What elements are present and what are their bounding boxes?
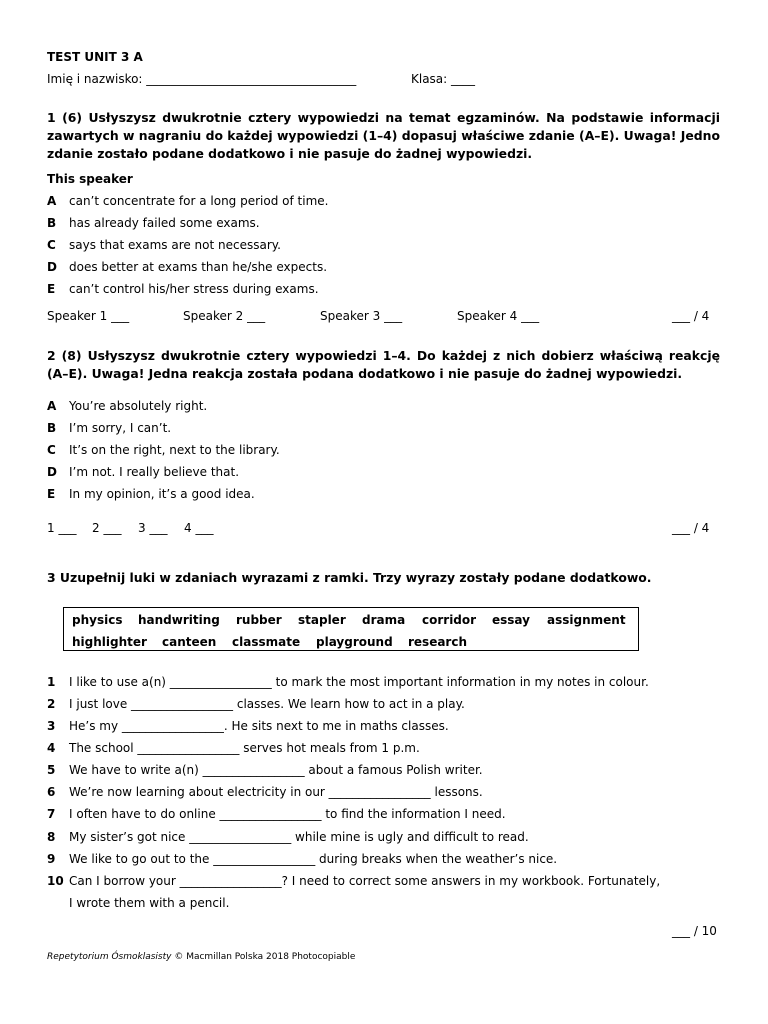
task3-score: ___ / 10 <box>672 924 717 938</box>
word-box-item: classmate <box>232 635 301 649</box>
task2-option-text: In my opinion, it’s a good idea. <box>69 487 255 501</box>
class-field[interactable]: Klasa: ____ <box>411 72 476 86</box>
task1-option-letter: C <box>47 238 56 252</box>
word-box-item: highlighter <box>72 635 147 649</box>
sentence-continuation: I wrote them with a pencil. <box>69 896 230 910</box>
task1-lead: This speaker <box>47 172 133 186</box>
task2-option-letter: C <box>47 443 56 457</box>
sentence-number: 5 <box>47 763 56 777</box>
task2-instruction: 2 (8) Usłyszysz dwukrotnie cztery wypowiedzi 1–4. Do każdej z nich dobierz właściwą reakcję (A–E). Uwaga! Jedna reakcja została podana dodatkowo i nie pasuje do żadnej wypowiedzi. <box>47 348 720 381</box>
word-box-item: drama <box>362 613 406 627</box>
sentence-text[interactable]: We’re now learning about electricity in our _________________ lessons. <box>69 785 483 799</box>
sentence-number: 6 <box>47 785 56 799</box>
sentence-number: 3 <box>47 719 56 733</box>
task2-option-text: It’s on the right, next to the library. <box>69 443 280 457</box>
sentence-text[interactable]: He’s my _________________. He sits next to me in maths classes. <box>69 719 449 733</box>
word-box-item: corridor <box>422 613 477 627</box>
sentence-text[interactable]: We like to go out to the _________________ during breaks when the weather’s nice. <box>69 852 558 866</box>
task1-option-text: can’t concentrate for a long period of time. <box>69 194 329 208</box>
task1-option-letter: A <box>47 194 57 208</box>
sentence-number: 1 <box>47 675 56 689</box>
sentence-number: 8 <box>47 830 56 844</box>
footer-book-title: Repetytorium Ósmoklasisty <box>47 952 172 962</box>
answer-4[interactable]: 4 ___ <box>184 521 214 535</box>
sentence-number: 7 <box>47 807 56 821</box>
word-box-item: playground <box>316 635 393 649</box>
word-box-item: stapler <box>298 613 346 627</box>
answer-3[interactable]: 3 ___ <box>138 521 168 535</box>
task1-option-letter: E <box>47 282 56 296</box>
task2-option-letter: D <box>47 465 57 479</box>
name-field[interactable]: Imię i nazwisko: ___________________________________ <box>47 72 357 86</box>
sentence-text[interactable]: We have to write a(n) _________________ about a famous Polish writer. <box>69 763 483 777</box>
answer-2[interactable]: 2 ___ <box>92 521 122 535</box>
sentence-text[interactable]: I often have to do online _________________ to find the information I need. <box>69 807 506 821</box>
sentence-number: 4 <box>47 741 56 755</box>
task1-option-text: says that exams are not necessary. <box>69 238 281 252</box>
sentence-text[interactable]: Can I borrow your _________________? I need to correct some answers in my workbook. Fortunately, <box>69 874 661 888</box>
word-box-item: rubber <box>236 613 282 627</box>
answer-1[interactable]: 1 ___ <box>47 521 77 535</box>
footer <box>47 952 355 962</box>
sentence-text[interactable]: I just love _________________ classes. We learn how to act in a play. <box>69 697 465 711</box>
word-box <box>63 607 639 651</box>
task1-option-letter: D <box>47 260 57 274</box>
task1-option-text: does better at exams than he/she expects. <box>69 260 328 274</box>
task1-option-letter: B <box>47 216 57 230</box>
test-title: TEST UNIT 3 A <box>47 50 143 64</box>
task2-score: ___ / 4 <box>672 521 710 535</box>
word-box-item: research <box>408 635 468 649</box>
footer-copyright: © Macmillan Polska 2018 Photocopiable <box>171 952 356 962</box>
sentence-text[interactable]: The school _________________ serves hot meals from 1 p.m. <box>69 741 420 755</box>
speaker-3-answer[interactable]: Speaker 3 ___ <box>320 309 403 323</box>
task2-option-text: You’re absolutely right. <box>69 399 208 413</box>
word-box-item: handwriting <box>138 613 220 627</box>
speaker-4-answer[interactable]: Speaker 4 ___ <box>457 309 540 323</box>
word-box-item: canteen <box>162 635 217 649</box>
speaker-2-answer[interactable]: Speaker 2 ___ <box>183 309 266 323</box>
task2-option-letter: E <box>47 487 56 501</box>
sentence-text[interactable]: I like to use a(n) _________________ to mark the most important information in my notes in colour. <box>69 675 649 689</box>
sentence-number: 2 <box>47 697 56 711</box>
task2-option-letter: B <box>47 421 57 435</box>
sentence-text[interactable]: My sister’s got nice _________________ while mine is ugly and difficult to read. <box>69 830 529 844</box>
task1-option-text: can’t control his/her stress during exams. <box>69 282 319 296</box>
task2-option-text: I’m not. I really believe that. <box>69 465 240 479</box>
speaker-1-answer[interactable]: Speaker 1 ___ <box>47 309 130 323</box>
sentence-number: 10 <box>47 874 64 888</box>
task2-option-text: I’m sorry, I can’t. <box>69 421 172 435</box>
word-box-item: assignment <box>547 613 626 627</box>
sentence-number: 9 <box>47 852 56 866</box>
word-box-item: physics <box>72 613 123 627</box>
task3-instruction: 3 Uzupełnij luki w zdaniach wyrazami z ramki. Trzy wyrazy zostały podane dodatkowo. <box>47 570 652 585</box>
task2-option-letter: A <box>47 399 57 413</box>
task1-instruction: 1 (6) Usłyszysz dwukrotnie cztery wypowiedzi na temat egzaminów. Na podstawie informacji zawartych w nagraniu do każdej wypowiedzi (1–4) dopasuj właściwe zdanie (A–E). Uwaga! Jedno zdanie zostało podane dodatkowo i nie pasuje do żadnej wypowiedzi. <box>47 110 720 161</box>
word-box-item: essay <box>492 613 530 627</box>
task1-score: ___ / 4 <box>672 309 710 323</box>
task1-option-text: has already failed some exams. <box>69 216 260 230</box>
